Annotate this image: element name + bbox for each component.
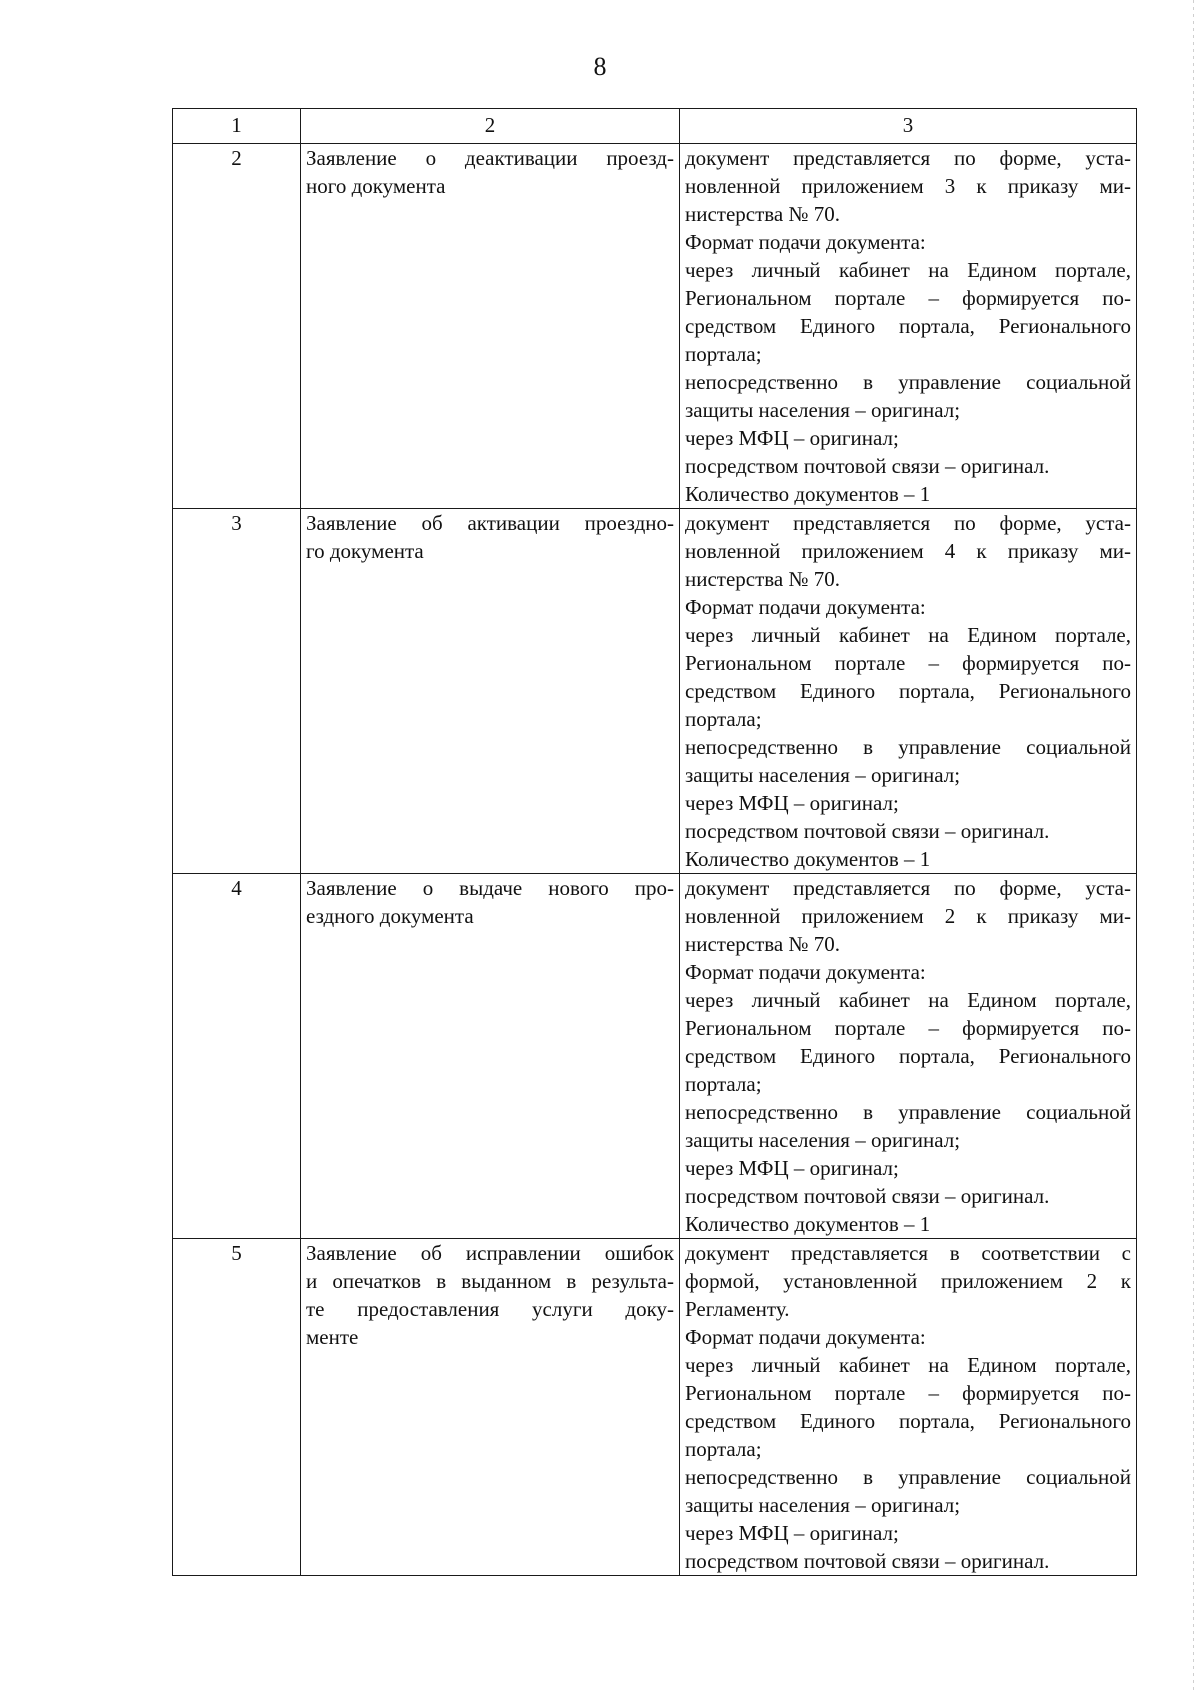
document-description-line: портала; [685,1072,762,1096]
document-name-line: Заявление об исправлении ошибок [306,1241,674,1265]
document-description-line: посредством почтовой связи – оригинал. [685,819,1050,843]
document-description-line: новленной приложением 3 к приказу ми- [685,174,1131,198]
document-description-line: портала; [685,342,762,366]
document-description-line: новленной приложением 2 к приказу ми- [685,904,1131,928]
document-name-line: и опечатков в выданном в результа- [306,1269,674,1293]
document-description-line: посредством почтовой связи – оригинал. [685,1549,1050,1573]
table-row [173,144,1137,509]
document-name-cell [301,144,680,509]
table-row [173,874,1137,1239]
document-description-line: посредством почтовой связи – оригинал. [685,454,1050,478]
document-description-line: через личный кабинет на Едином портале, [685,1353,1131,1377]
document-description-line: нистерства № 70. [685,567,841,591]
document-name-line: Заявление о выдаче нового про- [306,876,674,900]
document-description-line: через личный кабинет на Едином портале, [685,258,1131,282]
document-name-cell [301,874,680,1239]
document-description-line: через МФЦ – оригинал; [685,1156,899,1180]
document-description-line: Региональном портале – формируется по- [685,651,1131,675]
document-description-line: новленной приложением 4 к приказу ми- [685,539,1131,563]
document-name-line: го документа [306,539,424,563]
row-number-cell: 4 [173,874,301,1239]
document-description-line: портала; [685,1437,762,1461]
document-description-line: Количество документов – 1 [685,482,931,506]
document-description-line: Региональном портале – формируется по- [685,1381,1131,1405]
document-description-cell [680,509,1137,874]
document-name-cell [301,509,680,874]
document-name-cell [301,1239,680,1576]
document-description-line: Региональном портале – формируется по- [685,1016,1131,1040]
document-description-line: через МФЦ – оригинал; [685,791,899,815]
document-description-line: средством Единого портала, Регионального [685,679,1131,703]
document-description-line: нистерства № 70. [685,932,841,956]
column-header-1: 1 [173,109,301,144]
document-name-line: менте [306,1325,359,1349]
row-number-cell: 3 [173,509,301,874]
document-description-line: Регламенту. [685,1297,790,1321]
document-description-line: средством Единого портала, Регионального [685,1409,1131,1433]
document-description-line: через МФЦ – оригинал; [685,1521,899,1545]
document-description-cell [680,144,1137,509]
table-row [173,509,1137,874]
document-description-line: документ представляется по форме, уста- [685,146,1131,170]
document-description-line: через личный кабинет на Едином портале, [685,623,1131,647]
row-number-cell: 2 [173,144,301,509]
column-header-2: 2 [301,109,680,144]
document-description-line: портала; [685,707,762,731]
document-description-line: непосредственно в управление социальной [685,735,1131,759]
document-description-line: формой, установленной приложением 2 к [685,1269,1131,1293]
document-description-line: Формат подачи документа: [685,230,926,254]
row-number-cell: 5 [173,1239,301,1576]
document-description-line: защиты населения – оригинал; [685,763,961,787]
document-description-line: нистерства № 70. [685,202,841,226]
document-table [172,108,1137,1576]
document-description-line: Формат подачи документа: [685,595,926,619]
document-description-line: посредством почтовой связи – оригинал. [685,1184,1050,1208]
document-description-line: документ представляется в соответствии с [685,1241,1131,1265]
document-description-cell [680,874,1137,1239]
document-description-cell [680,1239,1137,1576]
document-description-line: документ представляется по форме, уста- [685,876,1131,900]
column-header-3: 3 [680,109,1137,144]
document-description-line: Формат подачи документа: [685,1325,926,1349]
document-description-line: Формат подачи документа: [685,960,926,984]
document-description-line: средством Единого портала, Регионального [685,314,1131,338]
table-row [173,1239,1137,1576]
document-description-line: защиты населения – оригинал; [685,1493,961,1517]
document-description-line: через личный кабинет на Едином портале, [685,988,1131,1012]
document-description-line: защиты населения – оригинал; [685,1128,961,1152]
document-description-line: непосредственно в управление социальной [685,1465,1131,1489]
page-edge-line [1193,0,1194,1694]
document-description-line: непосредственно в управление социальной [685,370,1131,394]
document-description-line: защиты населения – оригинал; [685,398,961,422]
document-description-line: документ представляется по форме, уста- [685,511,1131,535]
document-description-line: непосредственно в управление социальной [685,1100,1131,1124]
page-number: 8 [593,52,607,81]
document-name-line: те предоставления услуги доку- [306,1297,674,1321]
document-description-line: Количество документов – 1 [685,1212,931,1236]
document-description-line: Количество документов – 1 [685,847,931,871]
document-description-line: Региональном портале – формируется по- [685,286,1131,310]
document-description-line: средством Единого портала, Регионального [685,1044,1131,1068]
document-name-line: ного документа [306,174,446,198]
table-header-row [173,109,1137,144]
document-name-line: Заявление о деактивации проезд- [306,146,674,170]
document-name-line: ездного документа [306,904,474,928]
document-name-line: Заявление об активации проездно- [306,511,674,535]
document-description-line: через МФЦ – оригинал; [685,426,899,450]
